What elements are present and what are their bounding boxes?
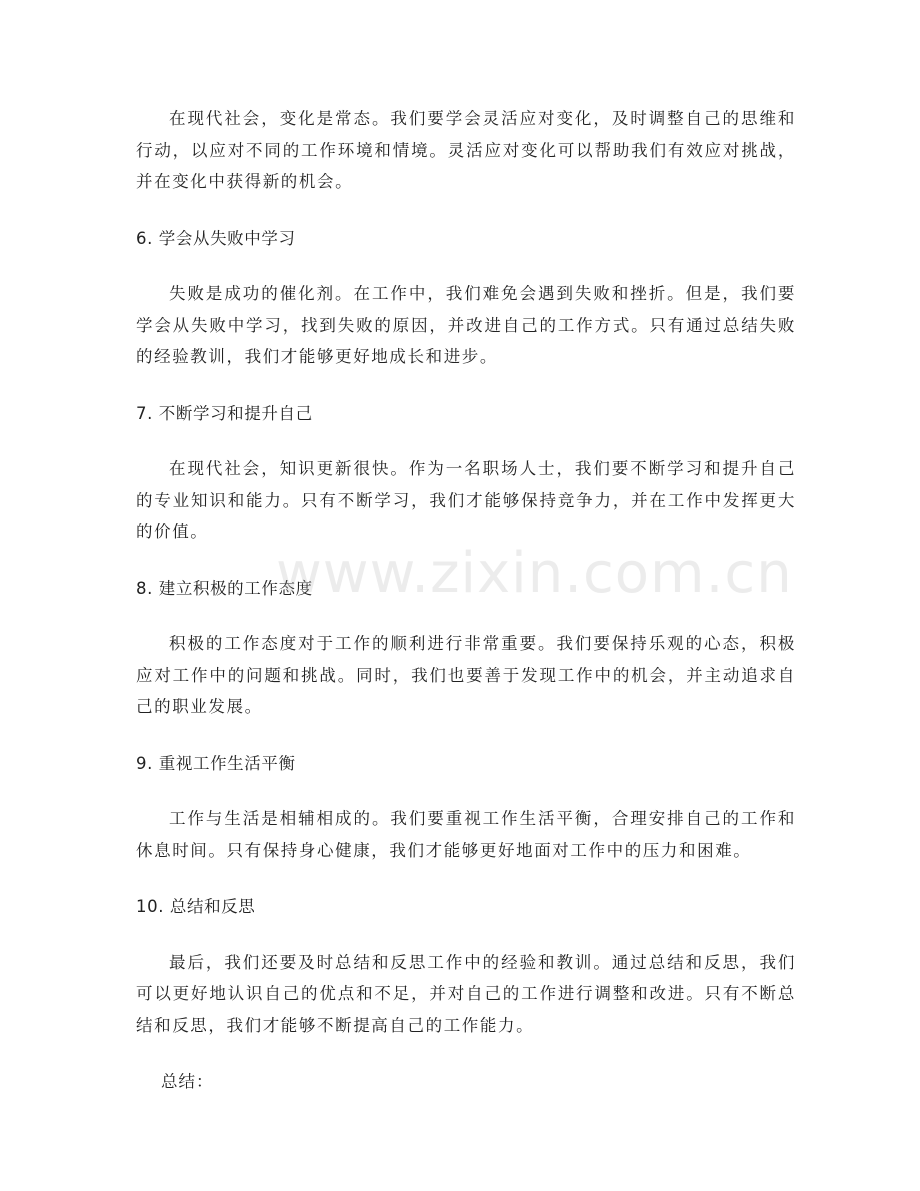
section-body-8: 积极的工作态度对于工作的顺利进行非常重要。我们要保持乐观的心态，积极应对工作中的问题和挑战。同时，我们也要善于发现工作中的机会，并主动追求自己的职业发展。 [136,634,796,716]
document-body [136,103,796,1098]
section-body-6: 失败是成功的催化剂。在工作中，我们难免会遇到失败和挫折。但是，我们要学会从失败中学习，找到失败的原因，并改进自己的工作方式。只有通过总结失败的经验教训，我们才能够更好地成长和进步。 [136,284,796,366]
summary-label: 总结： [161,1072,214,1091]
paragraph-intro: 在现代社会，变化是常态。我们要学会灵活应对变化，及时调整自己的思维和行动，以应对不同的工作环境和情境。灵活应对变化可以帮助我们有效应对挑战，并在变化中获得新的机会。 [136,109,796,191]
section-body-9: 工作与生活是相辅相成的。我们要重视工作生活平衡，合理安排自己的工作和休息时间。只有保持身心健康，我们才能够更好地面对工作中的压力和困难。 [136,809,796,860]
section-heading-10: 10. 总结和反思 [136,897,256,916]
section-heading-7: 7. 不断学习和提升自己 [136,403,313,423]
section-heading-8: 8. 建立积极的工作态度 [136,578,313,598]
section-heading-9: 9. 重视工作生活平衡 [136,753,296,773]
section-body-7: 在现代社会，知识更新很快。作为一名职场人士，我们要不断学习和提升自己的专业知识和能力。只有不断学习，我们才能够保持竞争力，并在工作中发挥更大的价值。 [136,459,796,541]
watermark: www.zixin.com.cn [276,541,793,606]
section-body-10: 最后，我们还要及时总结和反思工作中的经验和教训。通过总结和反思，我们可以更好地认识自己的优点和不足，并对自己的工作进行调整和改进。只有不断总结和反思，我们才能够不断提高自己的工作能力。 [136,952,796,1035]
section-heading-6: 6. 学会从失败中学习 [136,228,296,248]
